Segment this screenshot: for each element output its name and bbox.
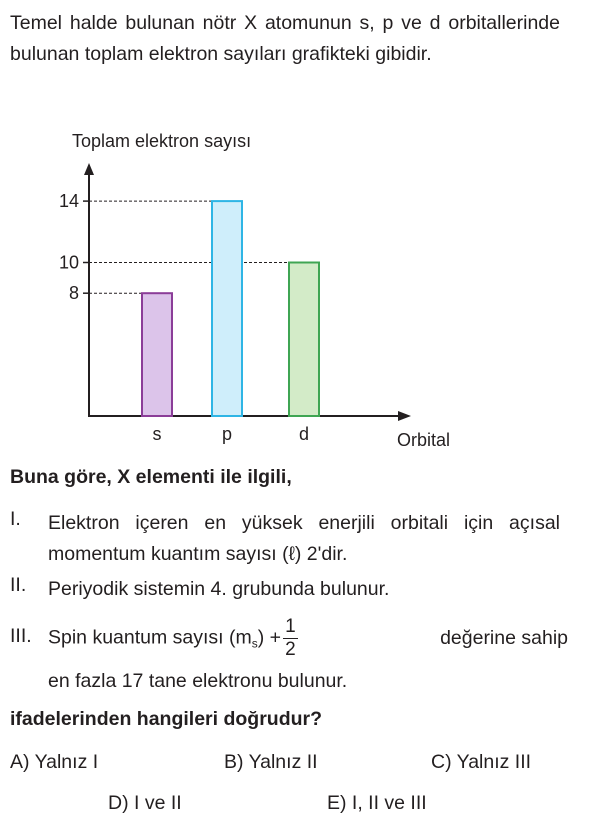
y-axis-arrow — [84, 163, 94, 175]
bar-p — [212, 201, 242, 416]
statement-number: II. — [10, 574, 27, 596]
y-tick-label-8: 8 — [68, 283, 79, 304]
choice-a[interactable]: A) Yalnız I — [10, 751, 99, 773]
bar-d — [289, 263, 319, 417]
choice-d[interactable]: D) I ve II — [108, 792, 182, 814]
fraction-denominator: 2 — [285, 638, 296, 660]
statement-text-mid: ) + — [257, 626, 282, 649]
statement-text: Elektron içeren en yüksek enerjili orbitali için açısal momentum kuantım sayısı (ℓ) 2'dir. — [48, 512, 560, 565]
statement-text-post: değerine sahip — [440, 626, 568, 649]
subscript: s — [251, 636, 258, 651]
statement-text-line2: en fazla 17 tane elektronu bulunur. — [48, 670, 348, 692]
statement-text-pre: Spin kuantum sayısı (m — [48, 626, 252, 649]
choice-b[interactable]: B) Yalnız II — [224, 751, 318, 773]
statement-number: III. — [10, 625, 32, 647]
x-axis-label: Orbital — [397, 430, 451, 450]
y-tick-label-10: 10 — [58, 252, 79, 273]
bar-s — [142, 293, 172, 416]
statement-text: Periyodik sistemin 4. grubunda bulunur. — [48, 578, 390, 600]
choice-e[interactable]: E) I, II ve III — [327, 792, 427, 814]
x-axis-arrow — [398, 411, 411, 421]
question-intro: Temel halde bulunan nötr X atomunun s, p ve d orbitallerinde bulunan toplam elektron sayıları grafikteki gibidir. — [10, 12, 560, 65]
y-axis-label: Toplam elektron sayısı — [72, 131, 252, 151]
statement-number: I. — [10, 508, 21, 530]
question-text: ifadelerinden hangileri doğrudur? — [10, 708, 323, 730]
fraction — [283, 616, 298, 661]
x-tick-label-p: p — [221, 424, 233, 444]
lead-text: Buna göre, X elementi ile ilgili, — [10, 466, 292, 488]
choice-c[interactable]: C) Yalnız III — [431, 751, 532, 773]
x-tick-label-d: d — [298, 424, 310, 444]
fraction-numerator: 1 — [285, 615, 296, 637]
x-tick-label-s: s — [152, 424, 162, 444]
y-tick-label-14: 14 — [58, 191, 79, 212]
